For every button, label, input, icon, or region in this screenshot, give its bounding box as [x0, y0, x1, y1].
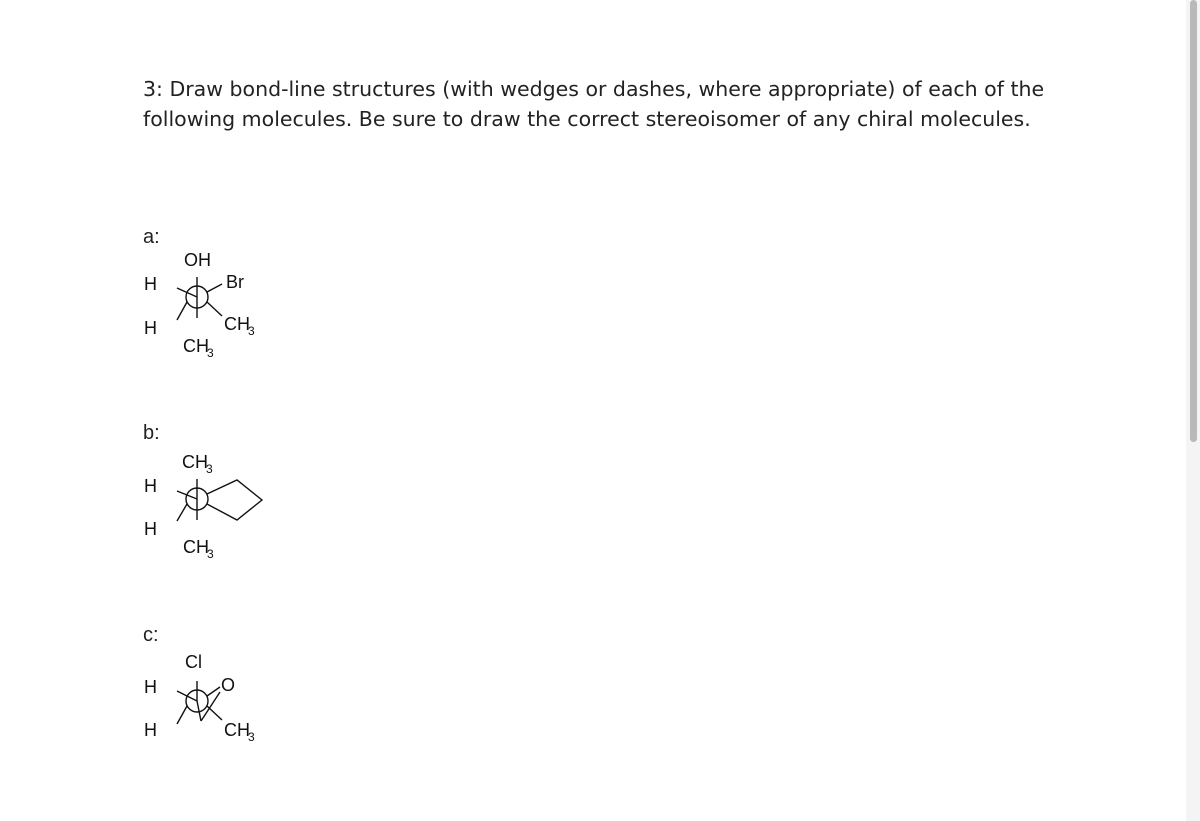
back-lower-right-label: CH	[224, 314, 250, 334]
ring-bond-oxygen-to-carbon	[201, 692, 220, 721]
back-bond-lower-left	[177, 706, 187, 724]
newman-projection-c	[120, 648, 280, 748]
back-bond-lower-left	[177, 302, 187, 320]
ring-oxygen-label: O	[221, 675, 236, 695]
back-lower-right-label: CH	[224, 720, 250, 740]
newman-projection-b	[120, 448, 280, 568]
back-bond-lower-left	[177, 504, 187, 521]
front-left-label: H	[144, 274, 157, 294]
front-bond-left	[177, 691, 197, 701]
front-top-label: OH	[184, 250, 211, 270]
front-top-subscript: 3	[206, 462, 213, 476]
front-top-label: CH	[182, 452, 208, 472]
back-left-label: H	[144, 519, 157, 539]
back-upper-right-label: Br	[226, 272, 244, 292]
back-left-label: H	[144, 318, 157, 338]
newman-projection-a	[120, 244, 280, 364]
back-bond-upper-right	[207, 284, 222, 292]
front-left-label: H	[144, 677, 157, 697]
ring-bonds	[207, 480, 262, 520]
back-bond-lower-right	[207, 302, 222, 316]
back-left-label: H	[144, 720, 157, 740]
front-top-label: Cl	[185, 652, 202, 672]
front-bottom-label: CH	[183, 537, 209, 557]
front-bottom-subscript: 3	[207, 346, 214, 360]
front-bond-left	[177, 288, 197, 297]
front-bottom-label: CH	[183, 336, 209, 356]
back-lower-right-subscript: 3	[248, 324, 255, 338]
front-bond-left	[177, 491, 197, 499]
question-text	[143, 74, 1043, 134]
scrollbar-thumb[interactable]	[1190, 0, 1197, 442]
part-a-label: a:	[143, 226, 160, 248]
front-bottom-subscript: 3	[207, 547, 214, 561]
front-left-label: H	[144, 476, 157, 496]
part-c-label: c:	[143, 624, 159, 646]
question-line-1: 3: Draw bond-line structures (with wedges or dashes, where appropriate) of each of the	[143, 77, 1045, 101]
question-line-2: following molecules. Be sure to draw the correct stereoisomer of any chiral molecules.	[143, 107, 1031, 131]
back-lower-right-subscript: 3	[248, 730, 255, 744]
part-b-label: b:	[143, 422, 160, 444]
vertical-scrollbar[interactable]	[1186, 0, 1200, 821]
